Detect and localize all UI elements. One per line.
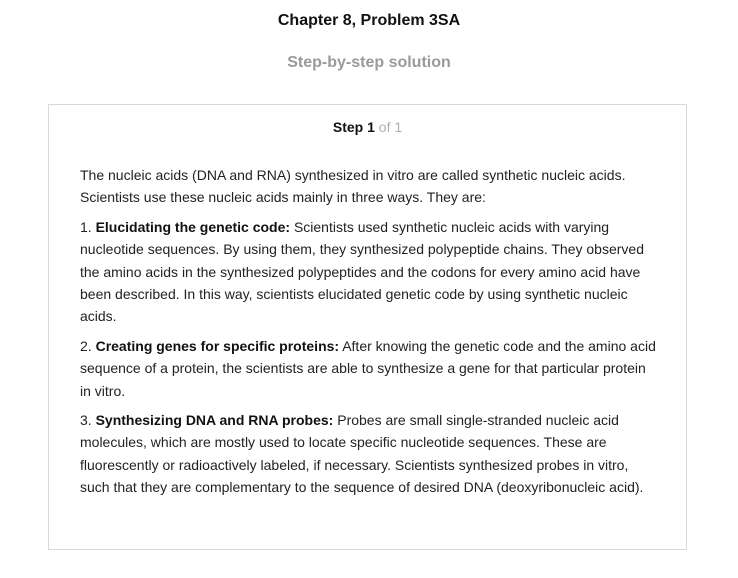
- list-item: [80, 216, 660, 328]
- step-total: of 1: [378, 119, 403, 135]
- item-heading: Synthesizing DNA and RNA probes:: [95, 412, 334, 429]
- step-word: Step: [332, 119, 364, 135]
- step-label: [333, 119, 375, 135]
- step-header: [49, 118, 686, 136]
- step-number: 1: [367, 119, 375, 135]
- item-index: 2.: [80, 337, 92, 354]
- item-text: After knowing the genetic code and the amino acid sequence of a protein, the scientists are able to synthesize a gene for that particular protein in vitro.: [80, 337, 656, 399]
- item-text: Probes are small single-stranded nucleic acid molecules, which are mostly used to locate specific nucleotide sequences. These are fluorescently or radioactively labeled, if necessary. Scientists synthesized probes in vitro, such that they are complementary to the sequence of desired DNA (deoxyribonucleic acid).: [80, 412, 644, 496]
- item-index: 1.: [80, 218, 92, 235]
- intro-paragraph: The nucleic acids (DNA and RNA) synthesized in vitro are called synthetic nucleic acids. Scientists use these nucleic acids mainly in three ways. They are:: [80, 167, 626, 206]
- list-item: [80, 335, 660, 402]
- solution-card: [48, 104, 687, 550]
- chapter-title: Chapter 8, Problem 3SA: [277, 12, 461, 29]
- item-heading: Creating genes for specific proteins:: [95, 337, 340, 354]
- list-item: [80, 409, 660, 499]
- solution-subtitle: Step-by-step solution: [287, 54, 451, 71]
- solution-content: [80, 164, 660, 506]
- item-heading: Elucidating the genetic code:: [95, 218, 291, 235]
- item-index: 3.: [80, 412, 92, 429]
- item-text: Scientists used synthetic nucleic acids with varying nucleotide sequences. By using them, they synthesized polypeptide chains. They observed the amino acids in the synthesized polypeptides and the codons for every amino acid have been described. In this way, scientists elucidated genetic code by using synthetic nucleic acids.: [80, 218, 644, 325]
